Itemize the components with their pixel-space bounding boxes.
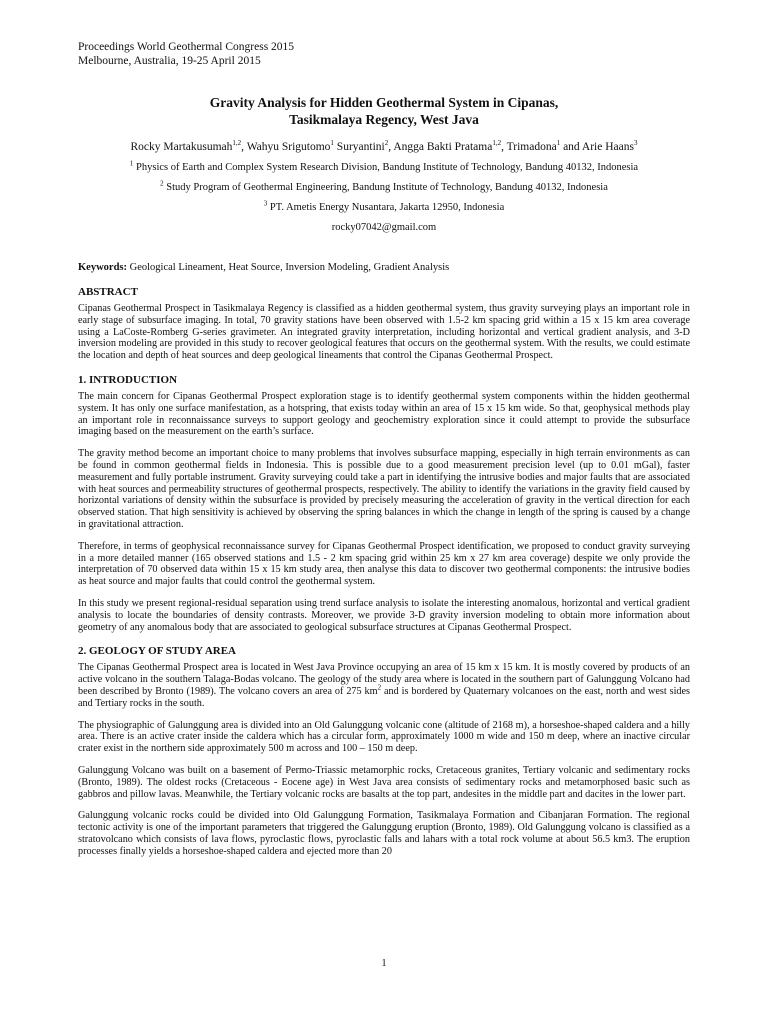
affiliation-text: Study Program of Geothermal Engineering, Bandung Institute of Technology, Bandung 40132, Indonesia <box>163 182 608 193</box>
affiliation-2 <box>78 181 690 195</box>
author-name: , Trimadona <box>501 141 557 153</box>
geology-paragraph-4: Galunggung volcanic rocks could be divided into Old Galunggung Formation, Tasikmalaya Formation and Cibanjaran Formation. The regional tectonic activity is one of the important parameters that triggered the Galunggung eruption (Bronto, 1989). Old Galunggung volcano is classified as a stratovolcano which consists of lava flows, pyroclastic flows, pyroclastic falls and lahars with a total rock volume at about 56.5 km3. The eruption processes finally yields a horseshoe-shaped caldera and ejected more than 20 <box>78 810 690 857</box>
header-line-1: Proceedings World Geothermal Congress 2015 <box>78 41 295 53</box>
intro-paragraph-2: The gravity method become an important choice to many problems that involves subsurface mapping, especially in high terrain environments as can be found in common geothermal fields in Indonesia. This is possible due to a good measurement precision level (up to 0.01 mGal), faster measurement and fully portable instrument. Gravity surveying could take a part in identifying the intrusive bodies and major faults that are associated with heat sources and permeability structures of geothermal prospects, respectively. The ability to identify the variations in the gravity field caused by horizontal variations of density within the subsurface is provided by precisely measuring the acceleration of gravity in the vertical direction for each observed station. That high sensitivity is achieved by observing the spring balances in which the change in length of the spring is caused by a change in gravitational attraction. <box>78 448 690 530</box>
author-affil-sup: 1,2 <box>492 139 502 148</box>
keywords-label: Keywords: <box>78 262 127 273</box>
author-affil-sup: 3 <box>633 139 638 148</box>
geology-p1-text-cont: and is bordered by Quaternary volcanoes on the east, north and west sides and Tertiary rocks in the south. <box>78 685 691 709</box>
title-line-1: Gravity Analysis for Hidden Geothermal System in Cipanas, <box>209 95 559 110</box>
introduction-heading: 1. INTRODUCTION <box>78 373 178 386</box>
author-affil-sup: 1 <box>330 139 334 148</box>
affiliation-sup: 2 <box>160 179 164 188</box>
affiliation-text: PT. Ametis Energy Nusantara, Jakarta 12950, Indonesia <box>267 202 505 213</box>
author-name: , Angga Bakti Pratama <box>388 141 493 153</box>
superscript-2: 2 <box>377 683 382 692</box>
page-number: 1 <box>381 958 387 969</box>
title-line-2: Tasikmalaya Regency, West Java <box>289 112 479 127</box>
author-name: , Wahyu Srigutomo <box>241 141 331 153</box>
author-affil-sup: 1 <box>556 139 561 148</box>
author-affil-sup: 2 <box>384 139 389 148</box>
geology-p1-text: The Cipanas Geothermal Prospect area is located in West Java Province occupying an area of 15 km x 15 km. It is mostly covered by products of an active volcano in the southern Talaga-Bodas volcano. The geology of the study area where is located in the southern part of Galunggung Volcano had been described by Bronto (1989). The volcano covers an area of 275 km <box>78 662 690 697</box>
geology-paragraph-3: Galunggung Volcano was built on a basement of Permo-Triassic metamorphic rocks, Cretaceous granites, Tertiary volcanic and sedimentary rocks (Bronto, 1989). The oldest rocks (Cretaceous - Eocene age) in West Java area consists of sedimentary rocks and metamorphosed basic such as gabbros and pillow lavas. Meanwhile, the Tertiary volcanic rocks are basalts at the top part, andesites in the middle part and dacites in the lower part. <box>78 764 690 800</box>
affiliation-1 <box>78 161 690 175</box>
paper-page <box>78 40 690 867</box>
affiliation-3 <box>78 201 690 215</box>
intro-paragraph-4: In this study we present regional-residual separation using trend surface analysis to isolate the interesting anomalous, horizontal and vertical gradient analysis to locate the boundaries of density contrasts. Moreover, we provide 3-D gravity inversion modeling to obtain more information about geometry of any anomalous body that are associated to geological subsurface structures at Cipanas Geothermal Prospect. <box>78 597 690 633</box>
contact-email: rocky07042@gmail.com <box>331 222 437 233</box>
intro-paragraph-1: The main concern for Cipanas Geothermal Prospect exploration stage is to identify geothermal system components within the hidden geothermal system. It has only one surface manifestation, as a hotspring, that exists today within an area of 15 x 15 km wide. So that, geophysical methods play an important role in reconnaissance surveys to support geology and geochemistry exploration since it could attempt to provide the subsurface imaging based on the measurement on the earth’s surface. <box>78 390 690 438</box>
affiliation-sup: 3 <box>263 199 268 208</box>
paper-title <box>78 94 690 128</box>
affiliation-text: Physics of Earth and Complex System Research Division, Bandung Institute of Technology, Bandung 40132, Indonesia <box>133 162 639 173</box>
author-list <box>78 140 690 155</box>
proceedings-header <box>78 40 690 68</box>
header-line-2: Melbourne, Australia, 19-25 April 2015 <box>78 55 261 67</box>
author-name: Suryantini <box>333 141 385 153</box>
geology-paragraph-2: The physiographic of Galunggung area is divided into an Old Galunggung volcanic cone (altitude of 2168 m), a horseshoe-shaped caldera and a hilly area. There is an active crater inside the caldera which has a circular form, approximately 1000 m wide and 150 m deep, where an inactive circular crater exist in the northern side approximately 500 m across and 100 – 150 m deep. <box>78 719 690 755</box>
keywords-text: Geological Lineament, Heat Source, Inversion Modeling, Gradient Analysis <box>127 262 450 273</box>
affiliation-sup: 1 <box>129 159 134 168</box>
abstract-text: Cipanas Geothermal Prospect in Tasikmalaya Regency is classified as a hidden geothermal system, thus gravity surveying plays an important role in early stage of subsurface imaging. In total, 70 gravity stations have been observed with 1.5-2 km spacing grid within a 15 x 15 km area coverage using a LaCoste-Romberg G-series gravimeter. An integrated gravity interpretation, including horizontal and vertical gradient analysis, and 3-D inversion modeling are provided in this study to recover geological features that occurs on the geothermal system. With the results, we could estimate the location and depth of heat sources and deep geological lineaments that control the Cipanas Geothermal Prospect. <box>78 303 690 362</box>
geology-heading: 2. GEOLOGY OF STUDY AREA <box>78 645 236 658</box>
keywords <box>78 261 690 274</box>
author-name: Rocky Martakusumah <box>130 141 233 153</box>
geology-paragraph-1 <box>78 662 690 709</box>
intro-paragraph-3: Therefore, in terms of geophysical reconnaissance survey for Cipanas Geothermal Prospect identification, we proposed to conduct gravity surveying in a more detailed manner (165 observed stations and 1.5 - 2 km spacing grid within 25 km x 27 km area coverage) despite we only provide the interpretation of 70 observed data within 15 x 15 km study area, then analyse this data to discover two geothermal components: the intrusive bodies as heat source and major faults that could control the geothermal system. <box>78 540 690 588</box>
abstract-heading: ABSTRACT <box>78 286 138 298</box>
author-name: and Arie Haans <box>560 141 634 153</box>
author-affil-sup: 1,2 <box>232 139 242 148</box>
